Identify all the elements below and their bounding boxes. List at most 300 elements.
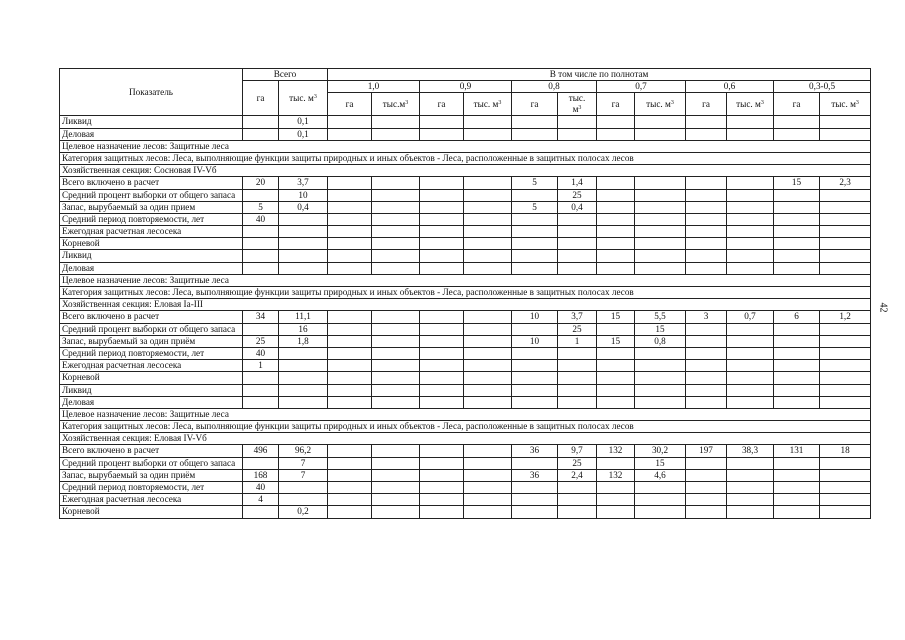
table-cell bbox=[774, 457, 820, 469]
header-tys-text: тыс. м bbox=[473, 98, 499, 109]
table-cell: 0,8 bbox=[635, 335, 686, 347]
table-cell bbox=[279, 360, 328, 372]
table-cell bbox=[686, 335, 727, 347]
table-cell bbox=[686, 323, 727, 335]
table-row bbox=[60, 335, 871, 347]
table-row bbox=[60, 372, 871, 384]
table-cell: 10 bbox=[512, 335, 558, 347]
table-cell bbox=[464, 128, 512, 140]
table-cell: 1,4 bbox=[558, 177, 597, 189]
table-cell bbox=[372, 347, 420, 359]
table-cell bbox=[820, 360, 871, 372]
table-cell bbox=[243, 262, 279, 274]
table-cell bbox=[464, 457, 512, 469]
table-cell: 0,1 bbox=[279, 128, 328, 140]
header-vsego: Всего bbox=[243, 69, 328, 81]
table-cell bbox=[558, 384, 597, 396]
table-cell bbox=[597, 323, 635, 335]
table-cell bbox=[279, 226, 328, 238]
table-cell bbox=[558, 262, 597, 274]
table-cell bbox=[686, 262, 727, 274]
table-row bbox=[60, 482, 871, 494]
row-label: Ежегодная расчетная лесосека bbox=[60, 494, 243, 506]
table-cell bbox=[635, 482, 686, 494]
table-cell bbox=[597, 238, 635, 250]
table-cell bbox=[420, 238, 464, 250]
table-cell bbox=[243, 506, 279, 518]
table-cell bbox=[597, 360, 635, 372]
table-cell bbox=[372, 116, 420, 128]
table-cell bbox=[727, 506, 774, 518]
table-cell: 2,3 bbox=[820, 177, 871, 189]
table-cell bbox=[820, 482, 871, 494]
table-cell bbox=[420, 128, 464, 140]
table-cell bbox=[774, 323, 820, 335]
table-cell bbox=[686, 226, 727, 238]
table-cell bbox=[597, 494, 635, 506]
table-cell bbox=[820, 506, 871, 518]
table-cell bbox=[820, 226, 871, 238]
table-row bbox=[60, 213, 871, 225]
table-row bbox=[60, 177, 871, 189]
table-cell: 132 bbox=[597, 469, 635, 481]
table-cell bbox=[420, 311, 464, 323]
table-cell bbox=[727, 226, 774, 238]
row-label: Ежегодная расчетная лесосека bbox=[60, 226, 243, 238]
table-cell bbox=[512, 128, 558, 140]
table-cell bbox=[420, 457, 464, 469]
table-cell bbox=[420, 262, 464, 274]
section-heading: Категория защитных лесов: Леса, выполняющие функции защиты природных и иных объектов - Леса, расположенные в защитных полосах лесов bbox=[60, 287, 871, 299]
header-ga: га bbox=[328, 93, 372, 116]
header-sup: 3 bbox=[405, 99, 409, 106]
table-cell bbox=[464, 262, 512, 274]
table-cell bbox=[464, 469, 512, 481]
table-cell bbox=[727, 262, 774, 274]
table-cell: 30,2 bbox=[635, 445, 686, 457]
table-cell: 0,7 bbox=[727, 311, 774, 323]
table-cell bbox=[420, 177, 464, 189]
table-cell bbox=[328, 457, 372, 469]
table-cell bbox=[328, 128, 372, 140]
table-cell: 1 bbox=[558, 335, 597, 347]
table-cell bbox=[597, 347, 635, 359]
table-cell: 10 bbox=[512, 311, 558, 323]
table-cell: 3,7 bbox=[279, 177, 328, 189]
table-cell bbox=[243, 226, 279, 238]
header-vsego-tys bbox=[279, 81, 328, 116]
table-cell: 496 bbox=[243, 445, 279, 457]
table-cell bbox=[727, 335, 774, 347]
table-cell bbox=[635, 201, 686, 213]
table-cell bbox=[512, 494, 558, 506]
table-cell: 25 bbox=[558, 323, 597, 335]
table-cell bbox=[558, 128, 597, 140]
table-cell bbox=[597, 201, 635, 213]
row-label: Корневой bbox=[60, 372, 243, 384]
table-cell: 25 bbox=[558, 457, 597, 469]
header-polnota-4: 0,7 bbox=[597, 81, 686, 93]
table-cell bbox=[727, 482, 774, 494]
header-polnota-5: 0,6 bbox=[686, 81, 774, 93]
header-ga: га bbox=[597, 93, 635, 116]
header-ga: га bbox=[686, 93, 727, 116]
table-cell: 5 bbox=[243, 201, 279, 213]
table-cell bbox=[372, 250, 420, 262]
table-cell bbox=[372, 189, 420, 201]
table-cell bbox=[420, 506, 464, 518]
table-cell bbox=[635, 116, 686, 128]
table-row bbox=[60, 506, 871, 518]
row-label: Средний период повторяемости, лет bbox=[60, 482, 243, 494]
table-cell bbox=[372, 457, 420, 469]
table-cell bbox=[727, 213, 774, 225]
table-cell: 36 bbox=[512, 469, 558, 481]
table-cell bbox=[558, 506, 597, 518]
table-cell bbox=[686, 177, 727, 189]
table-cell: 131 bbox=[774, 445, 820, 457]
table-cell bbox=[279, 262, 328, 274]
table-cell: 168 bbox=[243, 469, 279, 481]
table-cell bbox=[727, 457, 774, 469]
table-cell bbox=[820, 347, 871, 359]
table-cell bbox=[420, 250, 464, 262]
table-cell bbox=[328, 384, 372, 396]
table-cell: 40 bbox=[243, 347, 279, 359]
row-label: Корневой bbox=[60, 506, 243, 518]
table-cell bbox=[420, 494, 464, 506]
table-cell: 0,2 bbox=[279, 506, 328, 518]
table-row bbox=[60, 347, 871, 359]
table-cell bbox=[558, 347, 597, 359]
table-cell bbox=[328, 445, 372, 457]
table-cell bbox=[372, 494, 420, 506]
table-cell bbox=[686, 469, 727, 481]
table-cell bbox=[420, 213, 464, 225]
table-cell bbox=[635, 372, 686, 384]
header-polnota-3: 0,8 bbox=[512, 81, 597, 93]
table-cell bbox=[279, 482, 328, 494]
table-cell bbox=[686, 250, 727, 262]
table-cell bbox=[243, 238, 279, 250]
table-cell bbox=[774, 128, 820, 140]
table-cell bbox=[243, 116, 279, 128]
table-cell bbox=[420, 347, 464, 359]
table-cell bbox=[727, 189, 774, 201]
header-tys-text: тыс. м bbox=[646, 98, 671, 109]
table-cell bbox=[328, 116, 372, 128]
table-cell: 4 bbox=[243, 494, 279, 506]
table-cell bbox=[774, 226, 820, 238]
table-cell bbox=[727, 238, 774, 250]
table-row bbox=[60, 396, 871, 408]
table-cell bbox=[512, 116, 558, 128]
table-cell bbox=[464, 445, 512, 457]
section-row bbox=[60, 287, 871, 299]
table-cell bbox=[420, 445, 464, 457]
table-cell bbox=[727, 384, 774, 396]
table-cell bbox=[635, 238, 686, 250]
table-cell bbox=[464, 250, 512, 262]
table-cell bbox=[597, 372, 635, 384]
table-cell bbox=[279, 213, 328, 225]
table-cell: 40 bbox=[243, 482, 279, 494]
table-cell: 15 bbox=[597, 311, 635, 323]
table-cell bbox=[512, 457, 558, 469]
table-cell: 5 bbox=[512, 201, 558, 213]
table-row bbox=[60, 469, 871, 481]
row-label: Деловая bbox=[60, 396, 243, 408]
table-cell: 18 bbox=[820, 445, 871, 457]
table-cell bbox=[464, 384, 512, 396]
table-row bbox=[60, 201, 871, 213]
table-cell bbox=[464, 335, 512, 347]
table-row bbox=[60, 323, 871, 335]
header-po-polnotam: В том числе по полнотам bbox=[328, 69, 871, 81]
table-cell bbox=[372, 482, 420, 494]
table-cell bbox=[774, 347, 820, 359]
table-cell: 7 bbox=[279, 469, 328, 481]
table-cell bbox=[420, 372, 464, 384]
table-cell bbox=[464, 494, 512, 506]
table-cell bbox=[420, 189, 464, 201]
table-row bbox=[60, 457, 871, 469]
table-cell bbox=[243, 457, 279, 469]
table-cell: 1,8 bbox=[279, 335, 328, 347]
table-cell bbox=[686, 384, 727, 396]
table-cell: 25 bbox=[243, 335, 279, 347]
header-tys bbox=[464, 93, 512, 116]
table-cell bbox=[420, 482, 464, 494]
table-cell bbox=[512, 347, 558, 359]
table-cell: 4,6 bbox=[635, 469, 686, 481]
table-cell: 15 bbox=[635, 323, 686, 335]
table-cell bbox=[243, 250, 279, 262]
table-cell bbox=[686, 116, 727, 128]
table-cell bbox=[558, 250, 597, 262]
section-row bbox=[60, 433, 871, 445]
table-cell bbox=[279, 396, 328, 408]
table-cell bbox=[512, 360, 558, 372]
table-cell bbox=[464, 201, 512, 213]
table-cell bbox=[279, 494, 328, 506]
header-ga: га bbox=[774, 93, 820, 116]
table-cell bbox=[328, 335, 372, 347]
table-cell bbox=[328, 213, 372, 225]
table-cell bbox=[635, 262, 686, 274]
table-cell bbox=[558, 494, 597, 506]
table-cell bbox=[464, 116, 512, 128]
table-cell bbox=[597, 396, 635, 408]
table-cell bbox=[328, 250, 372, 262]
table-cell bbox=[328, 494, 372, 506]
table-header bbox=[60, 69, 871, 116]
table-cell: 5 bbox=[512, 177, 558, 189]
table-cell bbox=[635, 506, 686, 518]
table-cell bbox=[727, 177, 774, 189]
table-cell bbox=[512, 396, 558, 408]
section-heading: Хозяйственная секция: Еловая IV-Vб bbox=[60, 433, 871, 445]
table-cell: 3 bbox=[686, 311, 727, 323]
table-cell bbox=[328, 238, 372, 250]
table-cell bbox=[328, 506, 372, 518]
table-cell bbox=[372, 177, 420, 189]
table-cell bbox=[686, 482, 727, 494]
row-label: Ликвид bbox=[60, 116, 243, 128]
table-cell bbox=[820, 128, 871, 140]
table-cell bbox=[464, 482, 512, 494]
table-cell bbox=[512, 482, 558, 494]
section-heading: Категория защитных лесов: Леса, выполняющие функции защиты природных и иных объектов - Леса, расположенные в защитных полосах лесов bbox=[60, 421, 871, 433]
row-label: Средний процент выборки от общего запаса bbox=[60, 457, 243, 469]
table-cell: 9,7 bbox=[558, 445, 597, 457]
table-cell bbox=[727, 323, 774, 335]
table-cell bbox=[774, 384, 820, 396]
table-cell bbox=[820, 213, 871, 225]
table-cell bbox=[243, 384, 279, 396]
table-cell bbox=[686, 506, 727, 518]
table-cell bbox=[727, 372, 774, 384]
row-label: Ликвид bbox=[60, 384, 243, 396]
table-cell bbox=[328, 469, 372, 481]
header-tys bbox=[727, 93, 774, 116]
table-cell bbox=[635, 189, 686, 201]
table-cell bbox=[820, 384, 871, 396]
table-cell bbox=[635, 347, 686, 359]
table-cell bbox=[774, 396, 820, 408]
table-cell bbox=[597, 116, 635, 128]
table-cell bbox=[686, 213, 727, 225]
table-cell bbox=[558, 396, 597, 408]
table-cell bbox=[558, 238, 597, 250]
table-cell: 0,4 bbox=[279, 201, 328, 213]
table-cell: 3,7 bbox=[558, 311, 597, 323]
table-cell: 11,1 bbox=[279, 311, 328, 323]
table-cell bbox=[597, 189, 635, 201]
table-cell bbox=[820, 457, 871, 469]
row-label: Деловая bbox=[60, 128, 243, 140]
table-row bbox=[60, 384, 871, 396]
header-tys bbox=[372, 93, 420, 116]
table-cell bbox=[558, 213, 597, 225]
table-cell bbox=[464, 347, 512, 359]
row-label: Запас, вырубаемый за один приём bbox=[60, 469, 243, 481]
table-cell bbox=[372, 201, 420, 213]
table-cell bbox=[512, 323, 558, 335]
table-cell bbox=[279, 372, 328, 384]
header-tys bbox=[820, 93, 871, 116]
table-cell bbox=[686, 396, 727, 408]
table-cell bbox=[558, 372, 597, 384]
section-row bbox=[60, 152, 871, 164]
header-sup: 3 bbox=[498, 99, 502, 106]
header-tys bbox=[635, 93, 686, 116]
table-body bbox=[60, 116, 871, 518]
forest-harvest-table bbox=[59, 68, 871, 519]
table-cell bbox=[464, 226, 512, 238]
section-heading: Хозяйственная секция: Еловая Ia-III bbox=[60, 299, 871, 311]
table-cell bbox=[243, 396, 279, 408]
table-cell: 38,3 bbox=[727, 445, 774, 457]
table-cell bbox=[558, 226, 597, 238]
table-cell bbox=[820, 469, 871, 481]
table-cell bbox=[727, 128, 774, 140]
table-cell bbox=[820, 201, 871, 213]
table-cell bbox=[774, 506, 820, 518]
table-cell: 5,5 bbox=[635, 311, 686, 323]
table-cell bbox=[635, 396, 686, 408]
table-cell bbox=[328, 177, 372, 189]
section-row bbox=[60, 140, 871, 152]
section-row bbox=[60, 274, 871, 286]
table-cell: 132 bbox=[597, 445, 635, 457]
table-cell bbox=[328, 482, 372, 494]
row-label: Средний период повторяемости, лет bbox=[60, 347, 243, 359]
table-cell bbox=[420, 360, 464, 372]
table-cell bbox=[512, 262, 558, 274]
table-cell bbox=[597, 177, 635, 189]
table-cell bbox=[820, 189, 871, 201]
header-tys-text: тыс.м bbox=[382, 98, 406, 109]
table-cell bbox=[372, 335, 420, 347]
table-cell bbox=[372, 372, 420, 384]
table-cell bbox=[372, 445, 420, 457]
row-label: Средний период повторяемости, лет bbox=[60, 213, 243, 225]
table-cell bbox=[372, 396, 420, 408]
table-cell bbox=[774, 360, 820, 372]
row-label: Всего включено в расчет bbox=[60, 445, 243, 457]
table-cell bbox=[774, 494, 820, 506]
row-label: Средний процент выборки от общего запаса bbox=[60, 323, 243, 335]
table-cell: 16 bbox=[279, 323, 328, 335]
table-cell bbox=[328, 226, 372, 238]
table-cell bbox=[372, 384, 420, 396]
table-cell bbox=[328, 396, 372, 408]
table-cell bbox=[464, 213, 512, 225]
table-cell bbox=[597, 213, 635, 225]
table-cell bbox=[774, 262, 820, 274]
header-polnota-6: 0,3-0,5 bbox=[774, 81, 871, 93]
section-heading: Категория защитных лесов: Леса, выполняющие функции защиты природных и иных объектов - Леса, расположенные в защитных полосах лесов bbox=[60, 152, 871, 164]
table-cell bbox=[727, 494, 774, 506]
table-cell bbox=[686, 238, 727, 250]
table-cell: 2,4 bbox=[558, 469, 597, 481]
table-cell bbox=[727, 116, 774, 128]
row-label: Корневой bbox=[60, 238, 243, 250]
table-cell: 15 bbox=[635, 457, 686, 469]
row-label: Деловая bbox=[60, 262, 243, 274]
table-cell bbox=[820, 335, 871, 347]
table-cell bbox=[464, 372, 512, 384]
table-cell bbox=[328, 201, 372, 213]
table-cell bbox=[820, 238, 871, 250]
table-cell bbox=[597, 128, 635, 140]
table-cell bbox=[328, 360, 372, 372]
table-cell bbox=[774, 482, 820, 494]
section-row bbox=[60, 408, 871, 420]
table-cell bbox=[328, 372, 372, 384]
table-cell: 7 bbox=[279, 457, 328, 469]
table-cell bbox=[512, 189, 558, 201]
header-polnota-1: 1,0 bbox=[328, 81, 420, 93]
table-cell: 34 bbox=[243, 311, 279, 323]
table-cell bbox=[464, 311, 512, 323]
table-cell bbox=[635, 384, 686, 396]
table-cell bbox=[328, 347, 372, 359]
table-cell bbox=[512, 372, 558, 384]
row-label: Средний процент выборки от общего запаса bbox=[60, 189, 243, 201]
table-cell: 6 bbox=[774, 311, 820, 323]
